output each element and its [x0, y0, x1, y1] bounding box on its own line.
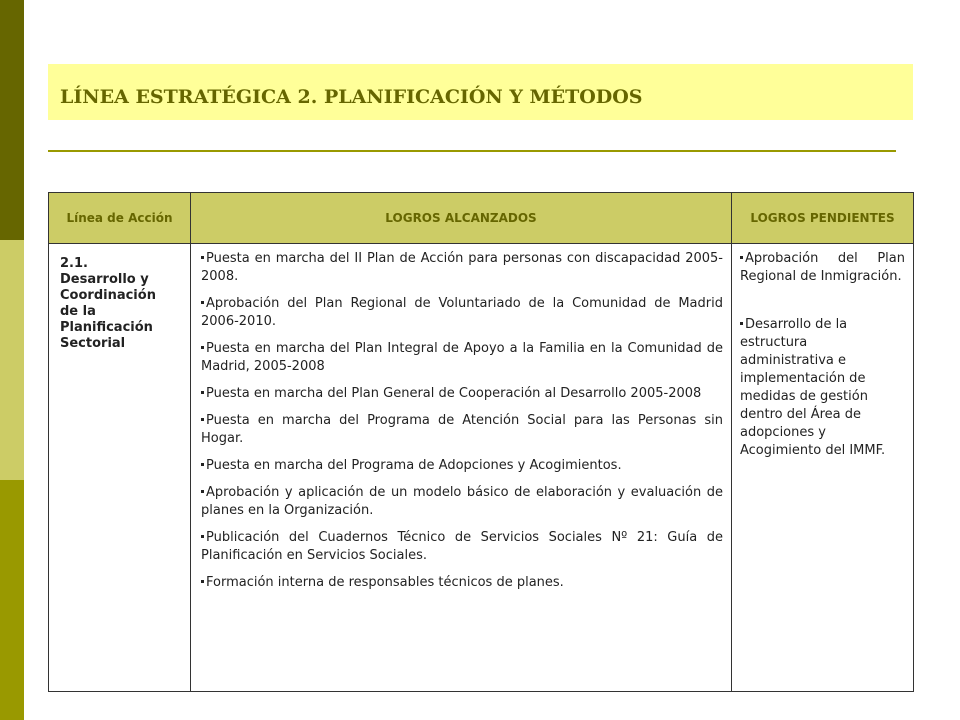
pending-item: Aprobación del Plan Regional de Inmigración. [740, 251, 905, 284]
pending-item: Desarrollo de la estructura administrativa e implementación de medidas de gestión dentro del Área de adopciones y Acogimiento del IMMF. [740, 317, 886, 458]
achievement-item: Aprobación y aplicación de un modelo básico de elaboración y evaluación de planes en la Organización. [201, 485, 723, 518]
achievement-item: Aprobación del Plan Regional de Voluntariado de la Comunidad de Madrid 2006-2010. [201, 296, 723, 329]
header-pending: LOGROS PENDIENTES [732, 193, 914, 244]
slide-title: LÍNEA ESTRATÉGICA 2. PLANIFICACIÓN Y MÉTODOS [60, 86, 643, 108]
bullet-icon [740, 322, 743, 325]
achievement-item: Puesta en marcha del Plan Integral de Apoyo a la Familia en la Comunidad de Madrid, 2005-2008 [201, 341, 723, 374]
table-row [49, 244, 914, 692]
title-rule [48, 150, 896, 152]
achievement-item: Puesta en marcha del Programa de Adopciones y Acogimientos. [201, 457, 723, 475]
header-line-of-action: Línea de Acción [49, 193, 191, 244]
bullet-icon [201, 490, 204, 493]
side-bar-light [0, 240, 24, 480]
achievement-item: Puesta en marcha del Plan General de Cooperación al Desarrollo 2005-2008 [201, 385, 723, 403]
header-achievements: LOGROS ALCANZADOS [191, 193, 732, 244]
achievement-item: Formación interna de responsables técnicos de planes. [201, 574, 723, 592]
bullet-icon [201, 391, 204, 394]
strategic-line-table [48, 192, 914, 692]
side-bar-dark [0, 0, 24, 240]
table-header-row [49, 193, 914, 244]
bullet-icon [201, 256, 204, 259]
side-bar-mid [0, 480, 24, 720]
line-of-action-cell [49, 244, 191, 692]
bullet-icon [201, 301, 204, 304]
achievements-cell [191, 244, 732, 692]
bullet-icon [201, 535, 204, 538]
bullet-icon [201, 580, 204, 583]
achievement-item: Puesta en marcha del Programa de Atención Social para las Personas sin Hogar. [201, 413, 723, 446]
line-of-action-label: 2.1. Desarrollo y Coordinación de la Planificación Sectorial [60, 256, 156, 351]
bullet-icon [201, 346, 204, 349]
bullet-icon [740, 256, 743, 259]
achievement-item: Publicación del Cuadernos Técnico de Servicios Sociales Nº 21: Guía de Planificación en Servicios Sociales. [201, 530, 723, 563]
bullet-icon [201, 418, 204, 421]
pending-cell [732, 244, 914, 692]
bullet-icon [201, 463, 204, 466]
achievement-item: Puesta en marcha del II Plan de Acción para personas con discapacidad 2005-2008. [201, 251, 723, 284]
